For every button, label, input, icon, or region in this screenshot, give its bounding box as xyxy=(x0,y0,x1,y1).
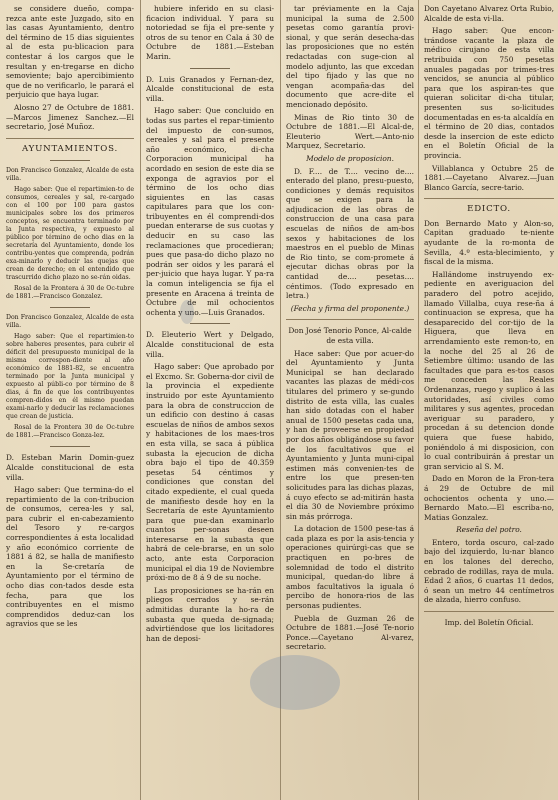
divider xyxy=(424,198,554,199)
divider xyxy=(286,319,414,320)
notice-title: Don José Tenorio Ponce, Al-calde de esta villa. xyxy=(288,326,412,345)
resena-title: Reseña del potro. xyxy=(456,525,522,535)
model-title: Modelo de proposicion. xyxy=(306,153,394,163)
divider xyxy=(50,307,90,308)
notice-title: D. Esteban Marin Domin-guez Alcalde constitucional de esta villa. xyxy=(6,453,134,482)
paragraph: tar préviamente en la Caja municipal la suma de 2.500 pesetas como garantía provi-sional, y que serán desecha-das las proposiciones que no estén redactadas con suge-cion al modelo adjunto, las que excedan del tipo fijado y las que no vengan acompaña-das del documento que acre-dite el mencionado depósito. xyxy=(286,4,414,109)
notice-body: Hago saber: Que concluido en todas sus partes el repar-timiento del impuesto de con-sumos, cereales y sal para el presente año económico, di-cha Corporacion municipal ha acordado en sesion de este dia se exponga de agravios por el término de los ocho dias siguientes en las casas capitulares para que los con-tribuyentes en él comprendi-dos puedan enterarse de sus cuotas y deducir en su caso las reclamaciones que procedieran; pues que pasa-do dicho plazo no podrán ser oidos y les parará el per-juicio que haya lugar. Y pa-ra la comun inteligencia se fija el presente en Aracena á treinta de Octubre de mil ochocientos ochenta y uno.—Luis Granados. xyxy=(146,106,274,317)
notice-body: La dotacion de 1500 pese-tas á cada plaza es por la asis-tencia y operaciones quirúrgi-cas que se practiquen en po-bres de solemnidad de todo el distrito municipal, quedan-do libre á ambos facultativos la iguala ó percibo de honora-rios de las personas pudientes. xyxy=(286,524,414,611)
notice-title: D. Luis Granados y Fernan-dez, Alcalde constitucional de esta villa. xyxy=(146,74,274,103)
notice-body: Hago saber: Que termina-do el repartimiento de la con-tribucion de consumos, cerea-les y sal, para cubrir el en-cabezamiento del Tesoro y re-cargos correspondientes á esta localidad y año económico corriente de 1881 á 82, se halla de manifiesto en la Se-cretaría de Ayuntamiento por el término de ocho dias con-tados desde esta fecha, para que los contribuyentes en el mismo comprendidos deduz-can los agravios que se les xyxy=(6,485,134,629)
notice-body: Las proposiciones se ha-rán en pliegos cerrados y se-rán admitidas durante la ho-ra de subasta que queda de-signada; advirtiéndose que los licitadores han de deposi- xyxy=(146,585,274,643)
notice-body: Hago saber: Que encon-trándose vacante la plaza de médico cirujano de esta villa retribuida con 750 pesetas anuales pagadas por trimes-tres vencidos, se anuncia al público para que los aspiran-tes que quieran solicitar di-cha titular, presenten sus so-licitudes documentadas en es-ta alcaldía en el término de 20 dias, contados desde la insercion de este edicto en el Boletín Oficial de la provincia. xyxy=(424,26,554,160)
divider xyxy=(6,138,134,139)
divider xyxy=(50,160,90,161)
notice-body: Hallándome instruyendo ex-pediente en averiguacion del paradero del potro acejido, llamado Villalba, cuya rese-ña á continuacion se expresa, que ha desaparecido del cor-tijo de la Higuera, que lleva en arrendamiento este remon-to, en la noche del 25 al 26 de Setiembre último: usando de las facultades que para es-tos casos me conceden las Reales Ordenanzas, ruego y suplico á las autoridades, así civiles como militares y sus agentes, procedan averiguar su paradero, y procedan á su detencion donde quiera que fuese habido, poniéndolo á mi disposicion, con lo cual contribuirán á prestar un gran servicio al S. M. xyxy=(424,269,554,471)
divider xyxy=(190,68,230,69)
section-heading: AYUNTAMIENTOS. xyxy=(21,143,119,154)
column-1 xyxy=(6,4,134,794)
notice-body: Hace saber: Que por acuer-do del Ayuntamiento y Junta Municipal se han declarado vacantes las plazas de médi-cos titulares del primero y se-gundo distrito de esta villa, las cuales han sido dotadas con el haber anual de 1500 pesetas cada una, y han de proveerse en propiedad por dos años obligándose su favor de los facultativos que el Ayuntamiento y Junta muni-cipal estimen más convenien-tes de entre los que presen-ten solicitudes para las dichas plazas, á cuyo efecto se ad-mitirán hasta el dia 30 de Noviembre próximo sin más prórroga. xyxy=(286,348,414,521)
notice-signature: Puebla de Guzman 26 de Octubre de 1881.—José Te-norio Ponce.—Cayetano Al-varez, secretario. xyxy=(286,613,414,652)
notice-signature: Rosal de la Frontera 30 de Oc-tubre de 1881.—Francisco Gonza-lez. xyxy=(6,424,134,440)
notice-title: Don Cayetano Alvarez Orta Rubio, Alcalde de esta vi-lla. xyxy=(424,4,554,23)
section-heading: EDICTO. xyxy=(467,204,511,215)
model-footer: (Fecha y firma del proponente.) xyxy=(290,303,410,313)
resena-body: Entero, torda oscuro, cal-zado bajo del izquierdo, lu-nar blanco en los talones del derecho, cebrado de rodillas, raya de mula. Edad 2 años, 6 cuartas 11 dedos, ó sean un metro 44 centímetros de alzada, hierro confuso. xyxy=(424,537,554,605)
paragraph: se considere dueño, compa-rezca ante este Juzgado, sito en las casas Ayuntamiento, dentro del término de 15 dias siguientes al de esta pu-blicacion para contestar á los cargos que le resultan y en-tregarse en dicho semoviente; bajo apercibimiento que de no verificarlo, le parará el perjuicio que haya lugar. xyxy=(6,4,134,100)
paragraph: Minas de Rio tinto 30 de Octubre de 1881.—El Alcal-de, Eleuterio Wert.—Anto-nio Marquez, Secretario. xyxy=(286,112,414,151)
divider xyxy=(424,611,554,612)
column-rule xyxy=(140,0,141,800)
ink-stain xyxy=(180,300,194,324)
column-4 xyxy=(424,4,554,794)
ink-stain xyxy=(250,655,340,710)
paragraph: Alosno 27 de Octubre de 1881.—Marcos Jimenez Sanchez.—El secretario, José Muñoz. xyxy=(6,102,134,132)
divider xyxy=(190,323,230,324)
printer-footer: Imp. del Boletín Oficial. xyxy=(444,618,534,628)
notice-title: Don Francisco Gonzalez, Alcalde de esta villa. xyxy=(6,167,134,183)
column-rule xyxy=(418,0,419,800)
notice-body: Hago saber: Que el repartimien-to sobre haberes presentes, para cubrir el déficit del presupuesto municipal de la misma correspon-diente al año económico de 1881-82, se encuentra terminado por la Junta municipal y expuesto al públi-co por término de 8 dias, á fin de que los contribuyentes compren-didos en él mismo puedan exami-narlo y deducir las reclamaciones que crean de justicia. xyxy=(6,333,134,421)
paragraph: hubiere inferido en su clasi-ficacion individual. Y para su notoriedad se fija el pre-sente y otros de su tenor en Cala á 30 de Octubre de 1881.—Esteban Marin. xyxy=(146,4,274,61)
notice-signature: Dado en Moron de la Fron-tera á 29 de Octubre de mil ochocientos ochenta y uno.—Bernardo Mato.—El escriba-no, Matias Gonzalez. xyxy=(424,474,554,522)
notice-body: Hago saber: Que el repartimien-to de consumos, cereales y sal, re-cargado con el 100 por 100 para gastos municipales sobre los dos primeros conceptos, se encuentra terminado por la Junta respectiva, y expuesto al público por término de ocho dias en la secretaría del Ayuntamiento, donde los contribu-yentes que comprenda, podrán exa-minarlo y deducir las quejas que crean de derecho; en el entendido que trascurrido dicho plazo no se-rán oidas. xyxy=(6,186,134,282)
notice-body: Hago saber: Que aprobado por el Excmo. Sr. Goberna-dor civil de la provincia el expediente instruido por este Ayuntamiento para la obra de construccion de un edificio con destino á casas escuelas de niños de ambos sexos y habitaciones de los maes-tros en esta villa, se saca á pública subasta la ejecucion de dicha obra bajo el tipo de 40.359 pesetas 54 céntimos y condiciones que constan del citado expediente, el cual queda de manifiesto desde hoy en la Secretaría de este Ayuntamiento para que pue-dan examinarlo cuantos per-sonas deseen interesarse en la subasta que habrá de cele-brarse, en un solo acto, ante esta Corporacion municipal el dia 19 de Noviembre próxi-mo de 8 á 9 de su noche. xyxy=(146,362,274,583)
divider xyxy=(50,446,90,447)
notice-signature: Rosal de la Frontera á 30 de Oc-tubre de 1881.—Francisco Gonzalez. xyxy=(6,285,134,301)
notice-signature: Villablanca y Octubre 25 de 1881.—Cayetano Alvarez.—Juan Blanco García, secre-tario. xyxy=(424,163,554,192)
notice-title: Don Bernardo Mato y Alon-so, Capitan graduado te-niente ayudante de la ro-monta de Sevilla, 4.º esta-blecimiento, y fiscal de la misma. xyxy=(424,218,554,267)
notice-title: Don Francisco Gonzalez, Alcalde de esta villa. xyxy=(6,314,134,330)
notice-title: D. Eleuterio Wert y Delgado, Alcalde constitucional de esta villa. xyxy=(146,330,274,359)
model-body: D. F.... de T.... vecino de.... enterado del plano, presu-puesto, condiciones y demás requisitos que se exigen para la adjudicacion de las obras de construccion de una casa para escuelas de niños de am-bos sexos y habitaciones de los maestros en el pueblo de Minas de Rio tinto, se com-promete á ejecutar dichas obras por la cantidad de.... pesetas.... céntimos. (Todo expresado en letra.) xyxy=(286,166,414,301)
